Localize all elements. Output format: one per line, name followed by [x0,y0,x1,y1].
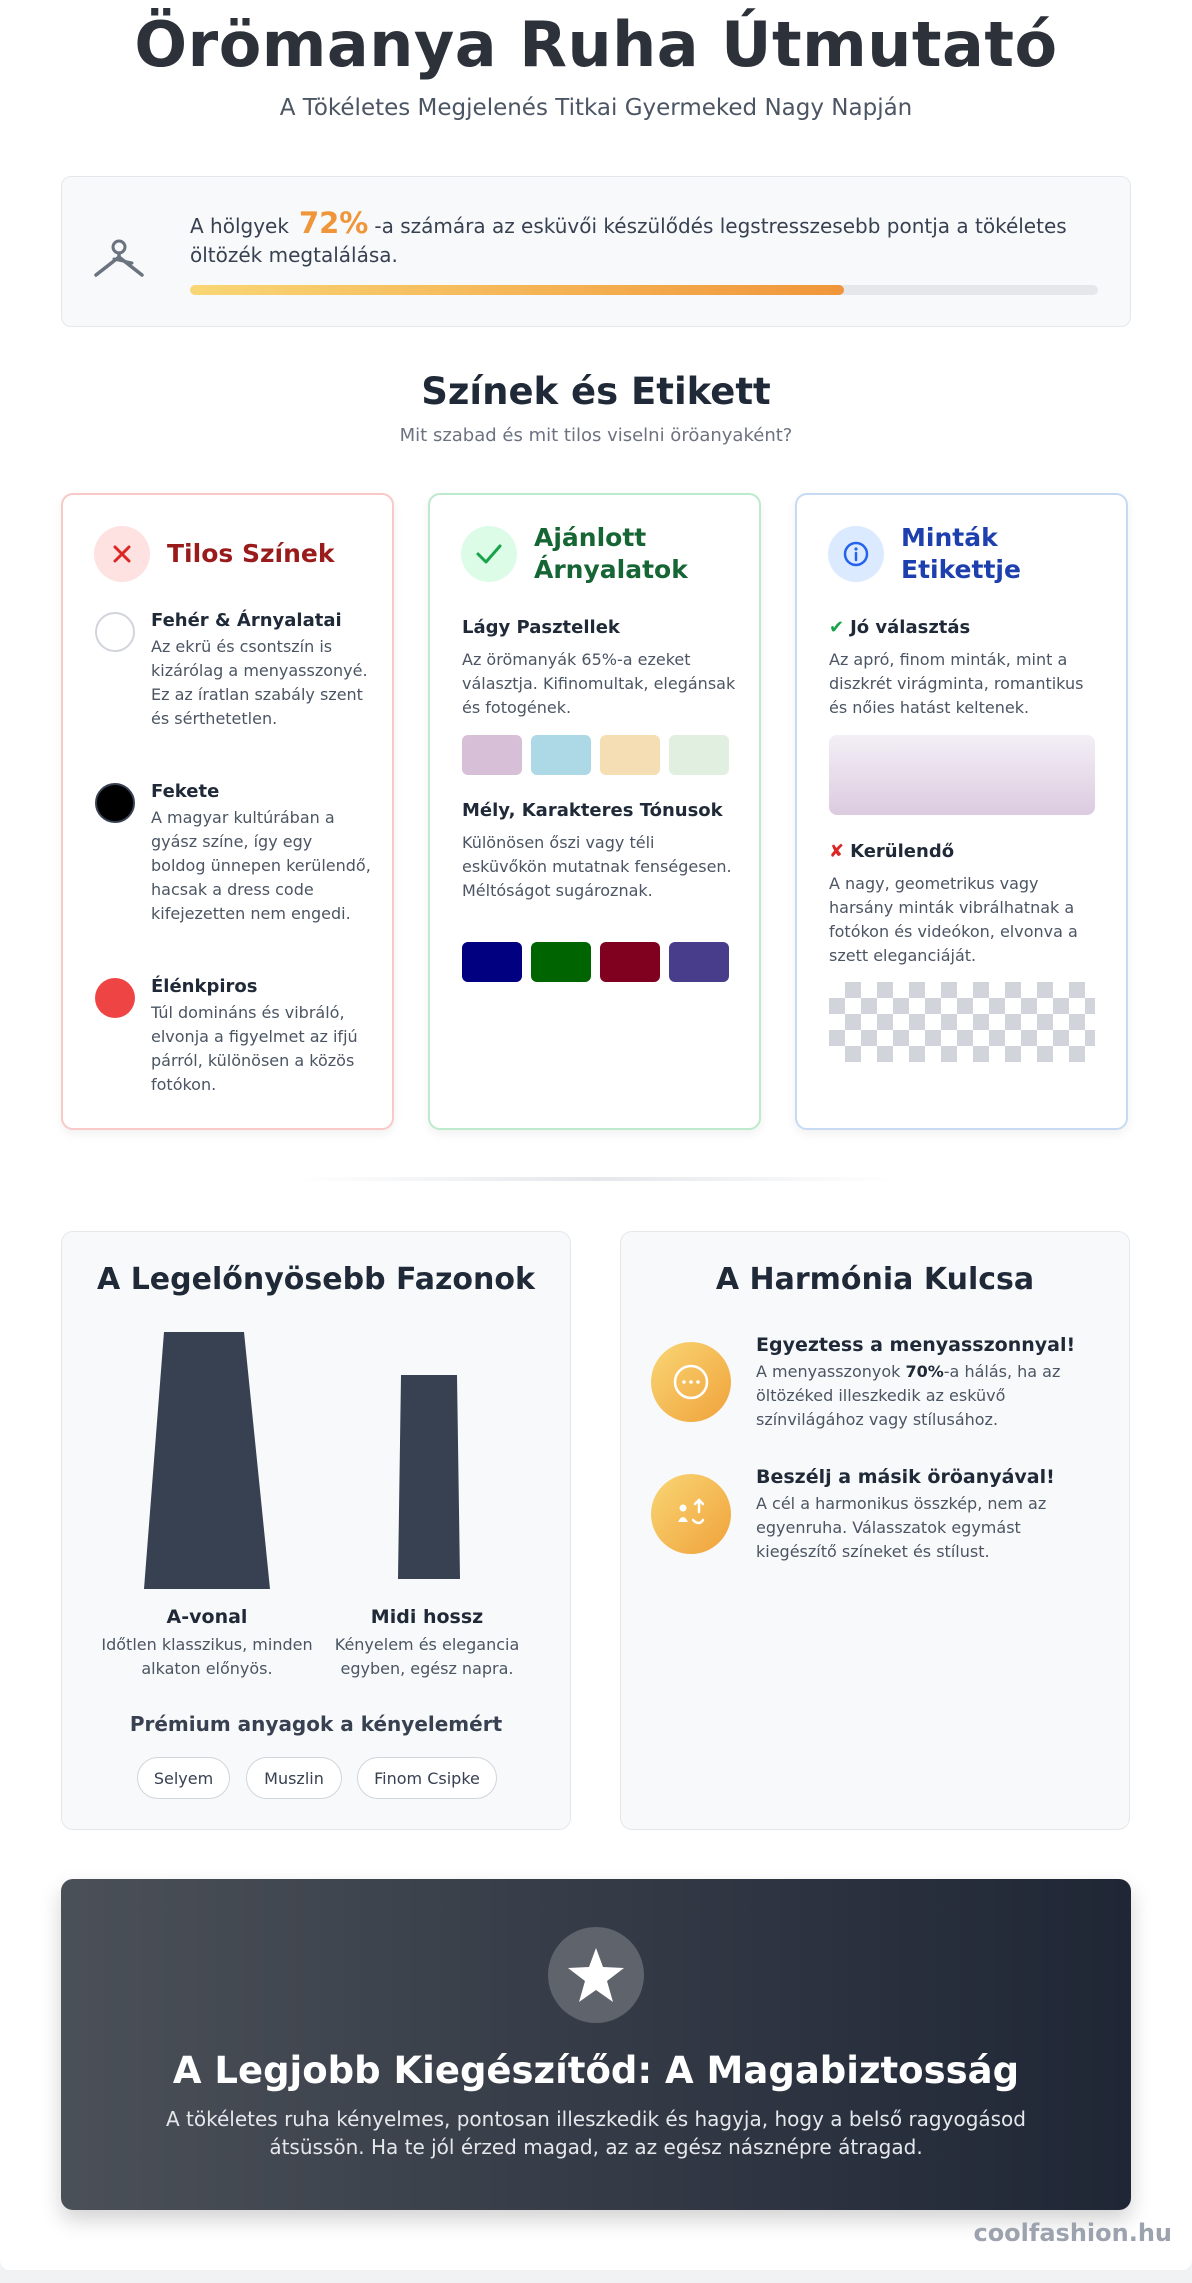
color-swatch [462,942,522,982]
page-title: Örömanya Ruha Útmutató [134,8,1058,81]
stat-percent: 72% [298,206,369,240]
banner-title: A Legjobb Kiegészítőd: A Magabiztosság [172,2049,1020,2092]
shape-label-midi: Midi hossz [370,1606,484,1628]
stat-text [190,206,1110,270]
tip-desc-prefix: A menyasszonyok [756,1362,906,1381]
forbidden-item-desc: Túl domináns és vibráló, elvonja a figyelmet az ifjú párról, különösen a közös fotókon. [151,1003,358,1094]
good-choice-label: Jó választás [850,617,971,638]
section-divider [296,1177,896,1181]
star-icon [548,1927,644,2023]
a-line-dress-shape [142,1332,272,1589]
forbidden-colors-title: Tilos Színek [167,539,335,568]
red-color-dot [95,978,135,1018]
stat-progress-fill [190,285,844,295]
recommended-colors-title: Ajánlott Árnyalatok [534,523,688,584]
premium-materials-title: Prémium anyagok a kényelemért [129,1712,503,1736]
confidence-banner [61,1879,1131,2210]
pastel-group-title: Lágy Pasztellek [462,617,620,638]
color-swatch [669,942,729,982]
material-chip: Muszlin [246,1757,342,1799]
tip-desc [756,1360,1086,1432]
close-icon [94,526,150,582]
tip-desc: A cél a harmonikus összkép, nem az egyenruha. Válasszatok egymást kiegészítő színeket és stílust. [756,1494,1047,1561]
page-subtitle: A Tökéletes Megjelenés Titkai Gyermeked Nagy Napján [279,95,913,121]
color-swatch [531,735,591,775]
shape-desc-midi: Kényelem és elegancia egyben, egész napra. [334,1635,520,1678]
check-icon [461,526,517,582]
chat-icon [651,1342,731,1422]
color-swatch [600,942,660,982]
color-swatch [531,942,591,982]
forbidden-item-title: Fehér & Árnyalatai [151,610,342,631]
check-mark-icon: ✔ [829,617,845,638]
subtle-pattern-swatch [829,735,1095,815]
styles-box [61,1231,571,1830]
people-swap-icon [651,1474,731,1554]
deep-group-desc: Különösen őszi vagy téli esküvőkön mutatnak fenségesen. Méltóságot sugároznak. [462,833,732,900]
stat-prefix: A hölgyek [190,214,289,238]
harmony-title: A Harmónia Kulcsa [715,1262,1035,1297]
styles-title: A Legelőnyösebb Fazonok [97,1262,535,1297]
pattern-etiquette-title: Minták Etikettje [901,523,1021,584]
good-choice-desc: Az apró, finom minták, mint a diszkrét virágminta, romantikus és nőies hatást keltenek. [829,650,1084,717]
colors-section-title: Színek és Etikett [421,370,771,413]
stat-card [61,176,1131,327]
avoid-title [829,841,1109,862]
black-color-dot [95,783,135,823]
tip-title: Beszélj a másik öröanyával! [756,1466,1055,1488]
tip-title: Egyeztess a menyasszonnyal! [756,1334,1076,1356]
deep-group-title: Mély, Karakteres Tónusok [462,800,723,821]
color-swatch [669,735,729,775]
harmony-box [620,1231,1130,1830]
bold-pattern-swatch [829,982,1095,1062]
good-choice-title [829,617,1109,638]
midi-dress-shape [396,1375,462,1579]
pastel-group-desc: Az örömanyák 65%-a ezeket választja. Kifinomultak, elegánsak és fotogének. [462,650,736,717]
watermark: coolfashion.hu [973,2219,1172,2247]
tip-desc-highlight: 70% [905,1362,944,1381]
forbidden-item-title: Fekete [151,781,220,802]
colors-section-subtitle: Mit szabad és mit tilos viselni öröanyaként? [399,425,793,446]
stat-suffix: -a számára az esküvői készülődés legstresszesebb pontja a tökéletes öltözék megtalálása. [190,214,1067,267]
stat-progress-bar [190,285,1098,295]
color-swatch [462,735,522,775]
avoid-label: Kerülendő [850,841,955,862]
avoid-desc: A nagy, geometrikus vagy harsány minták vibrálhatnak a fotókon és videókon, elvonva a szett eleganciáját. [829,874,1078,965]
pattern-etiquette-card [795,493,1128,1130]
tip-desc-suffix: -a hálás, ha az öltözéked illeszkedik az esküvő színvilágához vagy stílusához. [756,1362,1061,1429]
info-icon [828,526,884,582]
color-swatch [600,735,660,775]
shape-label-a-line: A-vonal [166,1606,248,1628]
hanger-icon [92,237,146,287]
forbidden-item-title: Élénkpiros [151,976,258,997]
shape-desc-a-line: Időtlen klasszikus, minden alkaton előnyös. [101,1635,313,1678]
forbidden-colors-card [61,493,394,1130]
forbidden-item-desc: Az ekrü és csontszín is kizárólag a menyasszonyé. Ez az íratlan szabály szent és sérthetetlen. [151,637,368,728]
material-chip: Selyem [137,1757,230,1799]
forbidden-item-desc: A magyar kultúrában a gyász színe, így egy boldog ünnepen kerülendő, hacsak a dress code kifejezetten nem engedi. [151,808,371,923]
white-color-dot [95,612,135,652]
cross-mark-icon: ✘ [829,841,845,862]
recommended-colors-card [428,493,761,1130]
material-chip: Finom Csipke [357,1757,497,1799]
banner-text: A tökéletes ruha kényelmes, pontosan illeszkedik és hagyja, hogy a belső ragyogásod átsüssön. Ha te jól érzed magad, az az egész násznépre átragad. [166,2107,1026,2159]
